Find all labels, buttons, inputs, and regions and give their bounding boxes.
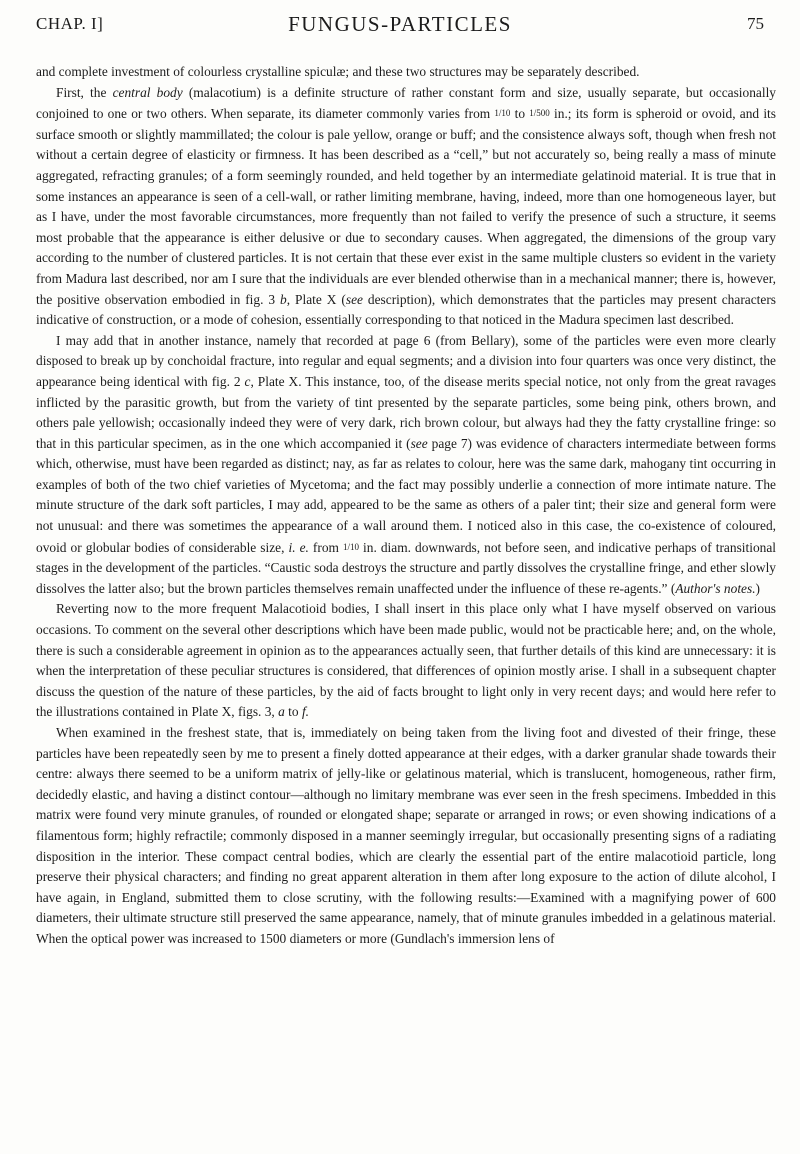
fraction: 1/10 <box>494 108 511 119</box>
fraction: 1/500 <box>529 108 550 119</box>
paragraph-5: When examined in the freshest state, that is, immediately on being taken from the living foot and divested of their fringe, these particles have been repeatedly seen by me to present a finely dotted appearance at their edges, with a darker granular shade towards their centre: always there seemed to be a uniform matrix of jelly-like or gelatinous material, which is translucent, homogeneous, rather firm, decidedly elastic, and having a distinct contour—although no limitary membrane was ever seen in the fresh specimens. Imbedded in this matrix were found very minute granules, of rounded or elongated shape; separate or arranged in rows; or even showing indications of a filamentous form; highly refractile; commonly disposed in a manner seemingly irregular, but occasionally presenting signs of a radiating disposition in the interior. These compact central bodies, which are clearly the essential part of the entire malacotioid particle, long preserve their physical characters; and finding no great apparent alteration in them after long exposure to the action of dilute alcohol, I have again, in England, submitted them to close scrutiny, with the following results:—Examined with a magnifying power of 600 diameters, their ultimate structure still preserved the same appearance, namely, that of minute granules imbedded in a gelatinous material. When the optical power was increased to 1500 diameters or more (Gundlach's immersion lens of <box>36 725 776 946</box>
body-text <box>36 62 776 950</box>
paragraph-2: First, the central body (malacotium) is a definite structure of rather constant form and size, usually separate, but occasionally conjoined to one or two others. When separate, its diameter commonly varies from 1/10 to 1/500 in.; its form is spheroid or ovoid, and its surface smooth or slightly mammillated; the colour is pale yellow, orange or buff; and the consistence always soft, though when fresh not without a certain degree of elasticity or firmness. It has been described as a “cell,” but not accurately so, being really a mass of minute aggregated, refracting granules; of a form seemingly rounded, and held together by an intermediate gelatinoid material. It is true that in some instances an appearance is seen of a cell-wall, or rather limiting membrane, having, indeed, more than one homogeneous layer, but as I have, under the most favorable circumstances, more frequently than not failed to verify the presence of such a structure, it seems most probable that the appearance is either delusive or due to secondary causes. When aggregated, the dimensions of the group vary according to the number of clustered particles. It is not certain that these ever exist in the same multiple clusters so evident in the variety from Madura last described, nor am I sure that the individuals are ever blended otherwise than in a mechanical manner; there is, however, the positive observation embodied in fig. 3 b, Plate X (see description), which demonstrates that the particles may present characters indicative of construction, or a mode of cohesion, essentially corresponding to that noticed in the Madura specimen last described. <box>36 84 777 328</box>
paragraph-4: Reverting now to the more frequent Malacotioid bodies, I shall insert in this place only what I have myself observed on various occasions. To comment on the several other descriptions which have been made public, would not be practicable here; and, on the whole, there is such a considerable agreement in opinion as to the appearances actually seen, that further details of this kind are unnecessary: it is when the interpretation of these peculiar structures is considered, that differences of opinion mostly arise. I shall in a subsequent chapter discuss the question of the nature of these particles, by the aid of facts brought to light only in very recent days; and would here refer to the illustrations contained in Plate X, figs. 3, a to f. <box>36 601 776 720</box>
chapter-marker: CHAP. I] <box>36 14 104 33</box>
fraction: 1/10 <box>343 541 360 552</box>
running-header <box>36 8 764 46</box>
paragraph-3: I may add that in another instance, namely that recorded at page 6 (from Bellary), some of the particles were even more clearly disposed to break up by conchoidal fracture, into regular and equal segments; and a division into four quarters was once very distinct, the appearance being identical with fig. 2 c, Plate X. This instance, too, of the disease merits special notice, not only from the great ravages inflicted by the parasitic growth, but from the variety of tint presented by the separate particles, some being pink, others brown, and others pale yellowish; occasionally indeed they were of very dark, rich brown colour, but always had they the fatty crystalline fringe: so that in this particular specimen, as in the one which accompanied it (see page 7) was evidence of characters intermediate between forms which, otherwise, must have been regarded as distinct; nay, as far as relates to colour, here was the same dark, mahogany tint occurring in examples of both of the two chief varieties of Mycetoma; and the fact may possibly underlie a connection of more intimate nature. The minute structure of the dark soft particles, I may add, appeared to be the same as others of a paler tint; their size and general form were not unusual: and there was sometimes the appearance of a wall around them. I noticed also in this case, the co-existence of coloured, ovoid or globular bodies of considerable size, i. e. from 1/10 in. diam. downwards, not before seen, and indicative perhaps of transitional stages in the development of the particles. “Caustic soda destroys the structure and partly dissolves the crystalline fringe, and ether slowly dissolves the latter also; but the brown particles themselves remain unaffected under the influence of these re-agents.” (Author's notes.) <box>36 332 776 596</box>
page-number: 75 <box>747 14 764 33</box>
running-title: FUNGUS-PARTICLES <box>288 12 512 36</box>
paragraph-1: and complete investment of colourless crystalline spiculæ; and these two structures may be separately described. <box>36 64 640 79</box>
